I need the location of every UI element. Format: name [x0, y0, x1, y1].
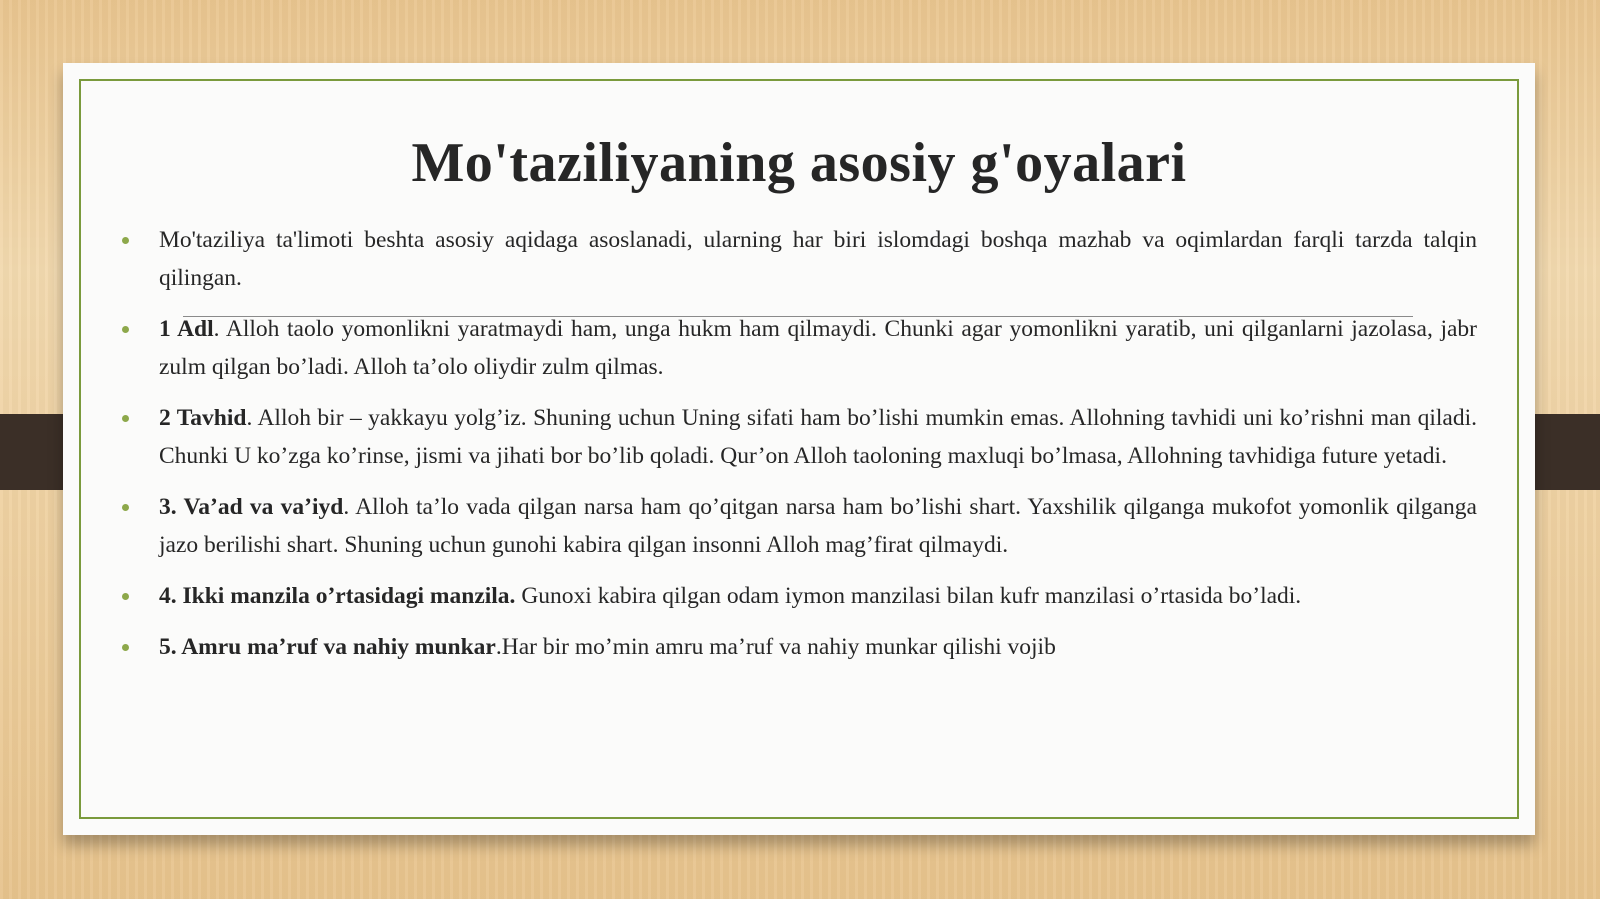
bullet-lead: 4. Ikki manzila o’rtasidagi manzila.: [159, 583, 516, 609]
bullet-item-tavhid: [159, 399, 1477, 475]
bullet-lead: 5. Amru ma’ruf va nahiy munkar: [159, 634, 496, 660]
bullet-text: . Alloh bir – yakkayu yolg’iz. Shuning uchun Uning sifati ham bo’lishi mumkin emas. Allohning tavhidi uni ko’rishni man qiladi. Chunki U ko’zga ko’rinse, jismi va jihati bor bo’lib qoladi. Qur’on Alloh taoloning maxluqi bo’lmasa, Allohning tavhidiga future yetadi.: [159, 405, 1478, 469]
bullet-text: . Alloh ta’lo vada qilgan narsa ham qo’qitgan narsa ham bo’lishi shart. Yaxshilik qilganga mukofot yomonlik qilganga jazo berilishi shart. Shuning uchun gunohi kabira qilgan insonni Alloh mag’firat qilmaydi.: [159, 494, 1477, 558]
bullet-item-amru: [159, 628, 1477, 666]
bullet-dot-icon: [122, 415, 129, 422]
bullet-text: .Har bir mo’min amru ma’ruf va nahiy munkar qilishi vojib: [495, 634, 1056, 660]
bullet-text: Mo'taziliya ta'limoti beshta asosiy aqidaga asoslanadi, ularning har biri islomdagi boshqa mazhab va oqimlardan farqli tarzda talqin qilingan.: [159, 227, 1477, 291]
bullet-dot-icon: [122, 504, 129, 511]
slide-card: [63, 63, 1535, 835]
bullet-lead: 3. Va’ad va va’iyd: [159, 494, 344, 520]
bullet-item-adl: [159, 310, 1477, 386]
bullet-item-manzila: [159, 577, 1477, 615]
bullet-text: . Alloh taolo yomonlikni yaratmaydi ham, unga hukm ham qilmaydi. Chunki agar yomonlikni yaratib, uni qilganlarni jazolasa, jabr zulm qilgan bo’ladi. Alloh ta’olo oliydir zulm qilmas.: [159, 316, 1477, 380]
bullet-lead: 1 Adl: [159, 316, 214, 342]
bullet-dot-icon: [122, 237, 129, 244]
bullet-item-intro: [159, 221, 1477, 297]
bullet-lead: 2 Tavhid: [159, 405, 247, 431]
bullet-dot-icon: [122, 593, 129, 600]
bullet-dot-icon: [122, 644, 129, 651]
bullet-text: Gunoxi kabira qilgan odam iymon manzilasi bilan kufr manzilasi o’rtasida bo’ladi.: [515, 583, 1302, 609]
slide-title: Mo'taziliyaning asosiy g'oyalari: [411, 132, 1187, 194]
bullet-list: [159, 221, 1477, 679]
bullet-item-vaad: [159, 488, 1477, 564]
bullet-dot-icon: [122, 326, 129, 333]
